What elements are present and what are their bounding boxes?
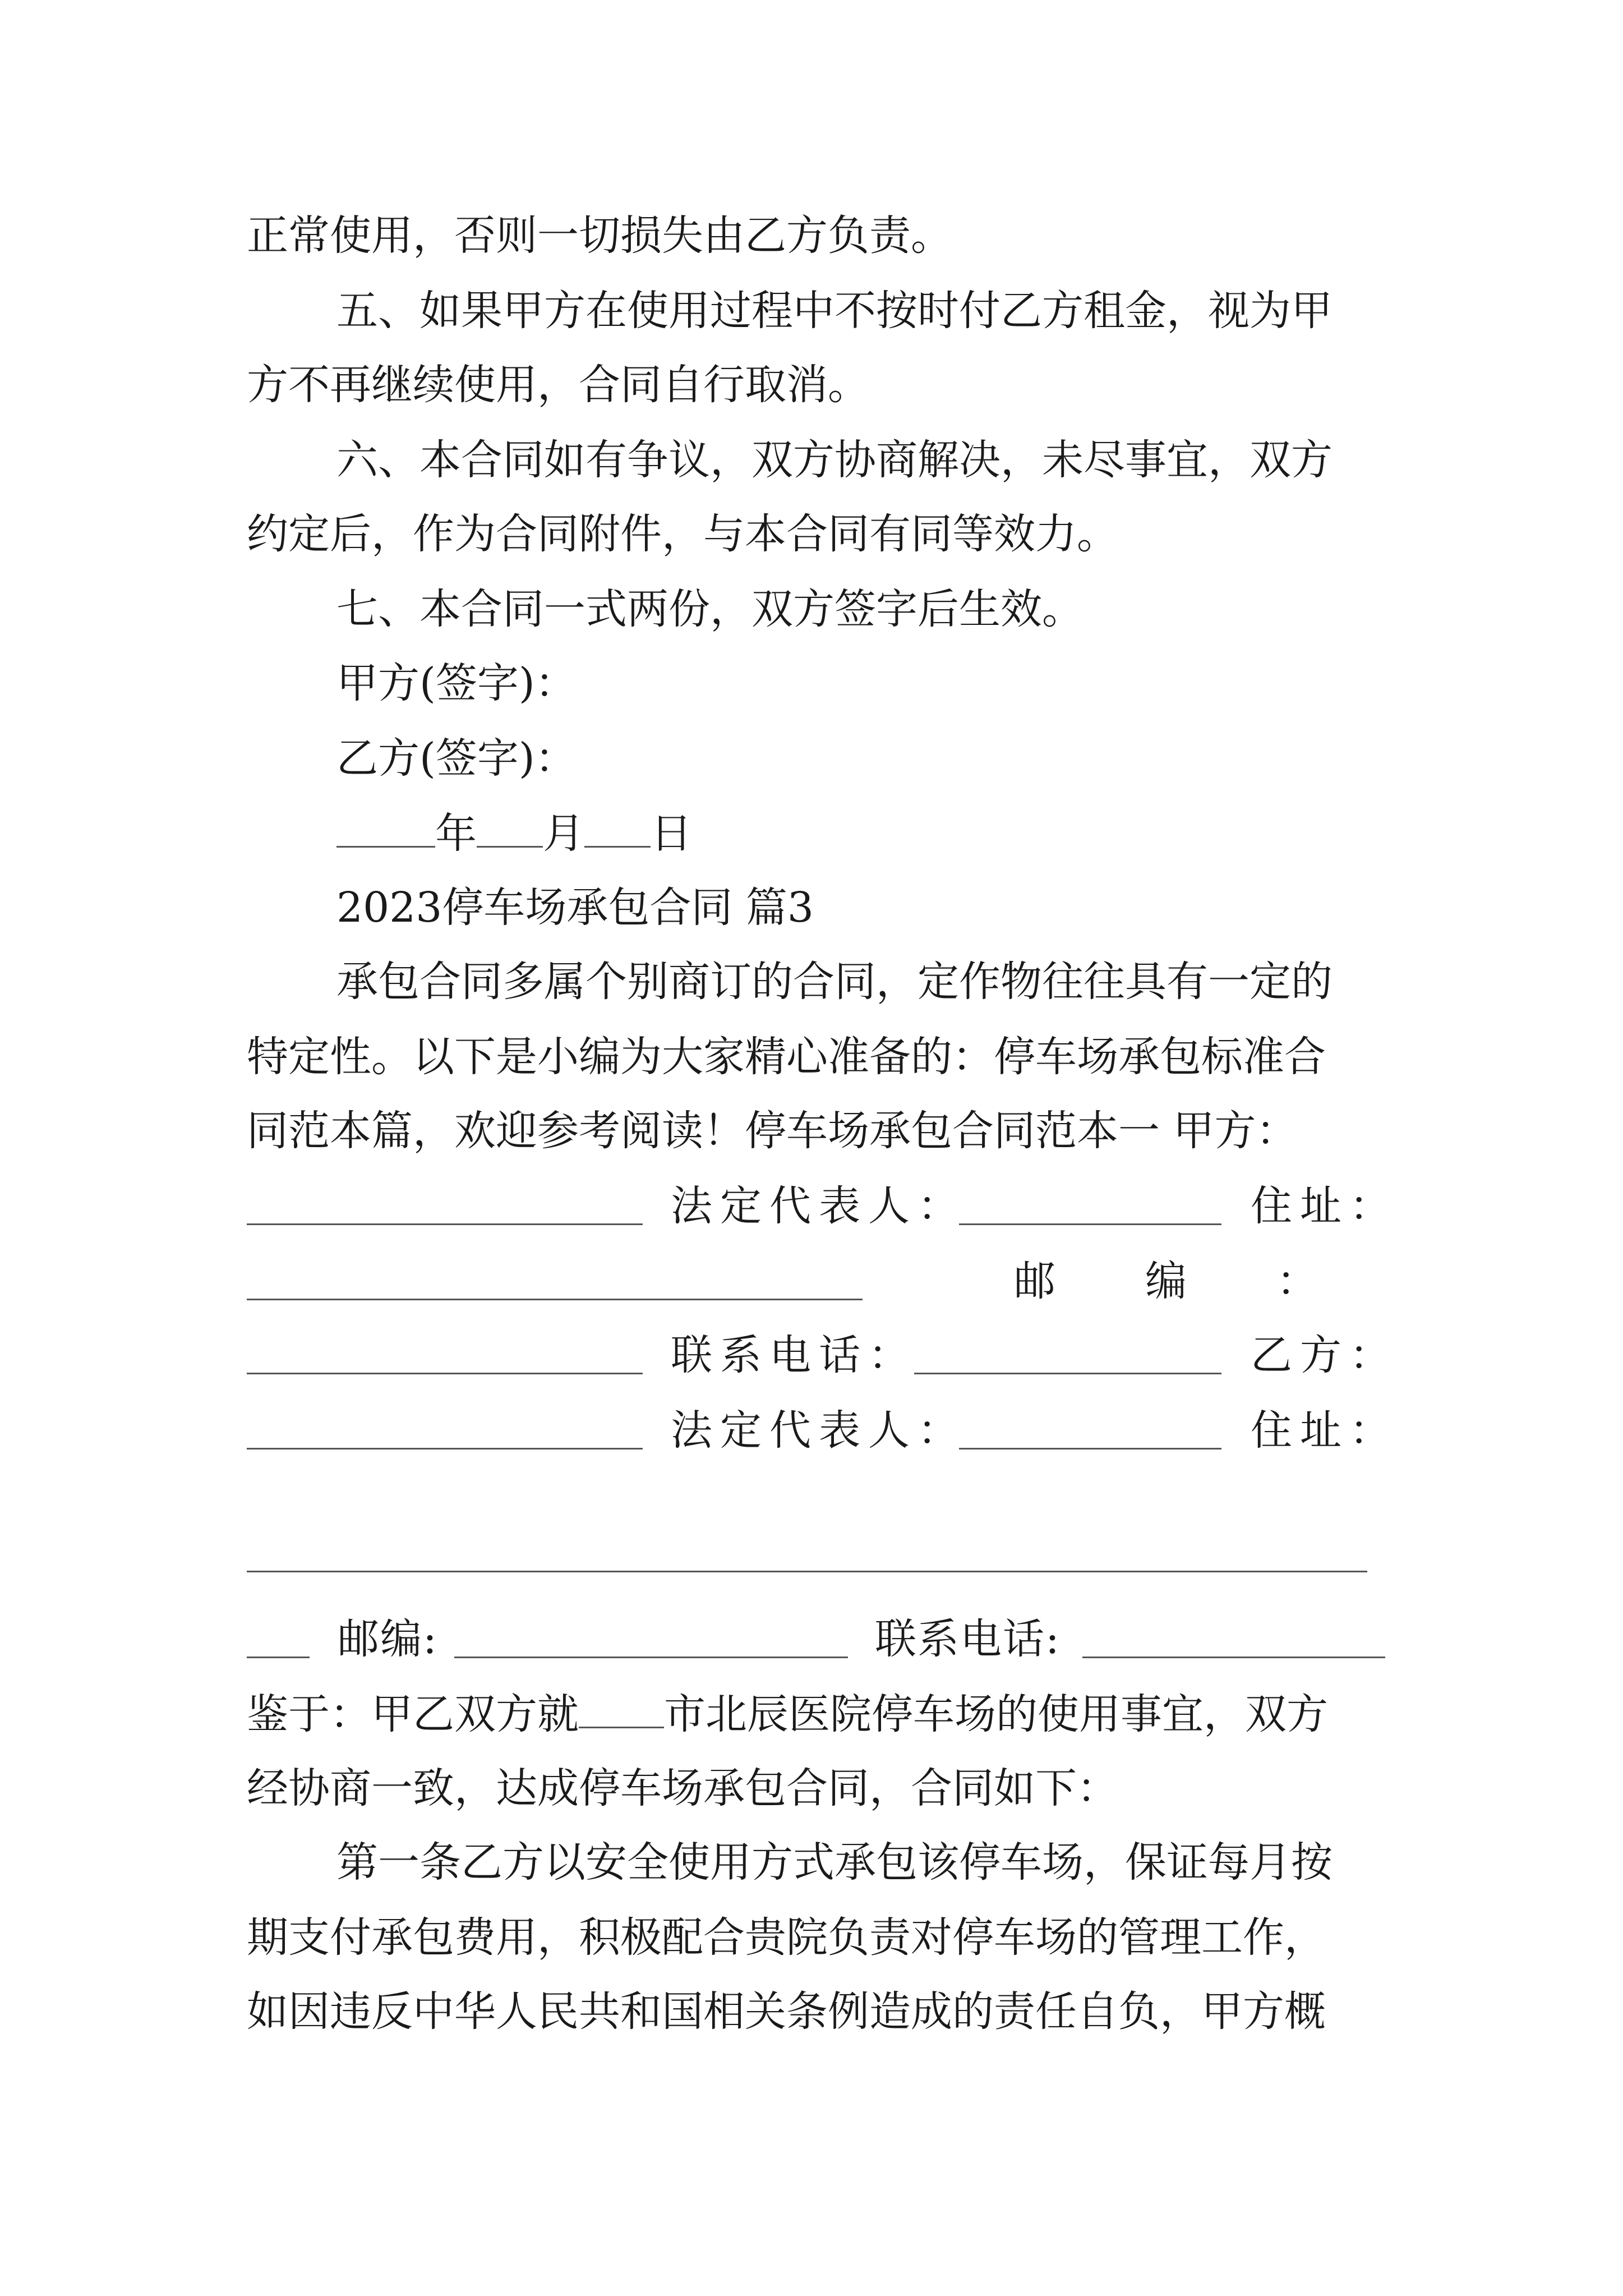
form-row-2 [247,1253,1408,1309]
text-line: 正常使用，否则一切损失由乙方负责。 [247,211,952,260]
address-blank [247,1299,863,1300]
zip-blank [247,1373,643,1374]
text-line: 承包合同多属个别商订的合同，定作物往往具有一定的 [336,958,1332,1006]
phone-label: 联系电话： [671,1331,917,1379]
address-blank-tail [247,1657,310,1658]
month-blank [477,804,543,848]
section-heading: 2023停车场承包合同 篇3 [336,884,814,932]
text-line: 约定后，作为合同附件，与本合同有同等效力。 [247,510,1118,558]
form-row-3 [247,1327,1399,1383]
phone-label-b: 联系电话: [875,1615,1061,1663]
party-b-label: 乙方： [1251,1331,1399,1379]
party-a-signature: 甲方(签字)： [336,659,577,707]
whereas-line: 鉴于：甲乙双方就 市北辰医院停车场的使用事宜，双方 [247,1685,1385,1741]
address-label: 住址： [1251,1182,1399,1230]
party-b-blank [247,1448,643,1450]
form-row-4 [247,1402,1399,1458]
phone-blank [914,1373,1221,1374]
address-blank-b [247,1571,1367,1572]
text-line: 经协商一致，达成停车场承包合同，合同如下： [247,1764,1118,1812]
clause-7: 七、本合同一式两份，双方签字后生效。 [336,585,1083,633]
clause-5: 五、如果甲方在使用过程中不按时付乙方租金，视为甲 [336,287,1332,335]
legal-rep-label: 法定代表人： [671,1182,967,1230]
address-label-b: 住址： [1251,1406,1399,1455]
day-blank [584,804,651,848]
phone-blank-b [1082,1657,1385,1658]
legal-rep-blank-b [959,1448,1221,1450]
year-blank [336,804,435,848]
zip-label: 邮编： [1014,1257,1408,1305]
date-line: 年 月 日 [336,804,1475,861]
text-line: 方不再继续使用，合同自行取消。 [247,361,869,409]
article-1: 第一条乙方以安全使用方式承包该停车场，保证每月按 [336,1838,1332,1887]
city-blank [579,1685,664,1728]
text-line: 期支付承包费用，积极配合贵院负责对停车场的管理工作， [247,1913,1326,1962]
text-line: 特定性。以下是小编为大家精心准备的：停车场承包标准合 [247,1033,1326,1081]
zip-blank-b [454,1657,848,1658]
party-b-signature: 乙方(签字)： [336,734,577,783]
form-row-1 [247,1178,1399,1234]
zip-label-b: 邮编: [338,1615,438,1663]
text-line: 同范本篇，欢迎参考阅读！停车场承包合同范本一 甲方： [247,1107,1298,1155]
form-row-5 [247,1611,1385,1667]
text-line: 如因违反中华人民共和国相关条例造成的责任自负，甲方概 [247,1987,1326,2036]
party-a-blank [247,1223,643,1225]
legal-rep-blank [959,1223,1221,1225]
clause-6: 六、本合同如有争议，双方协商解决，未尽事宜，双方 [336,436,1332,484]
legal-rep-label-b: 法定代表人： [671,1406,967,1455]
